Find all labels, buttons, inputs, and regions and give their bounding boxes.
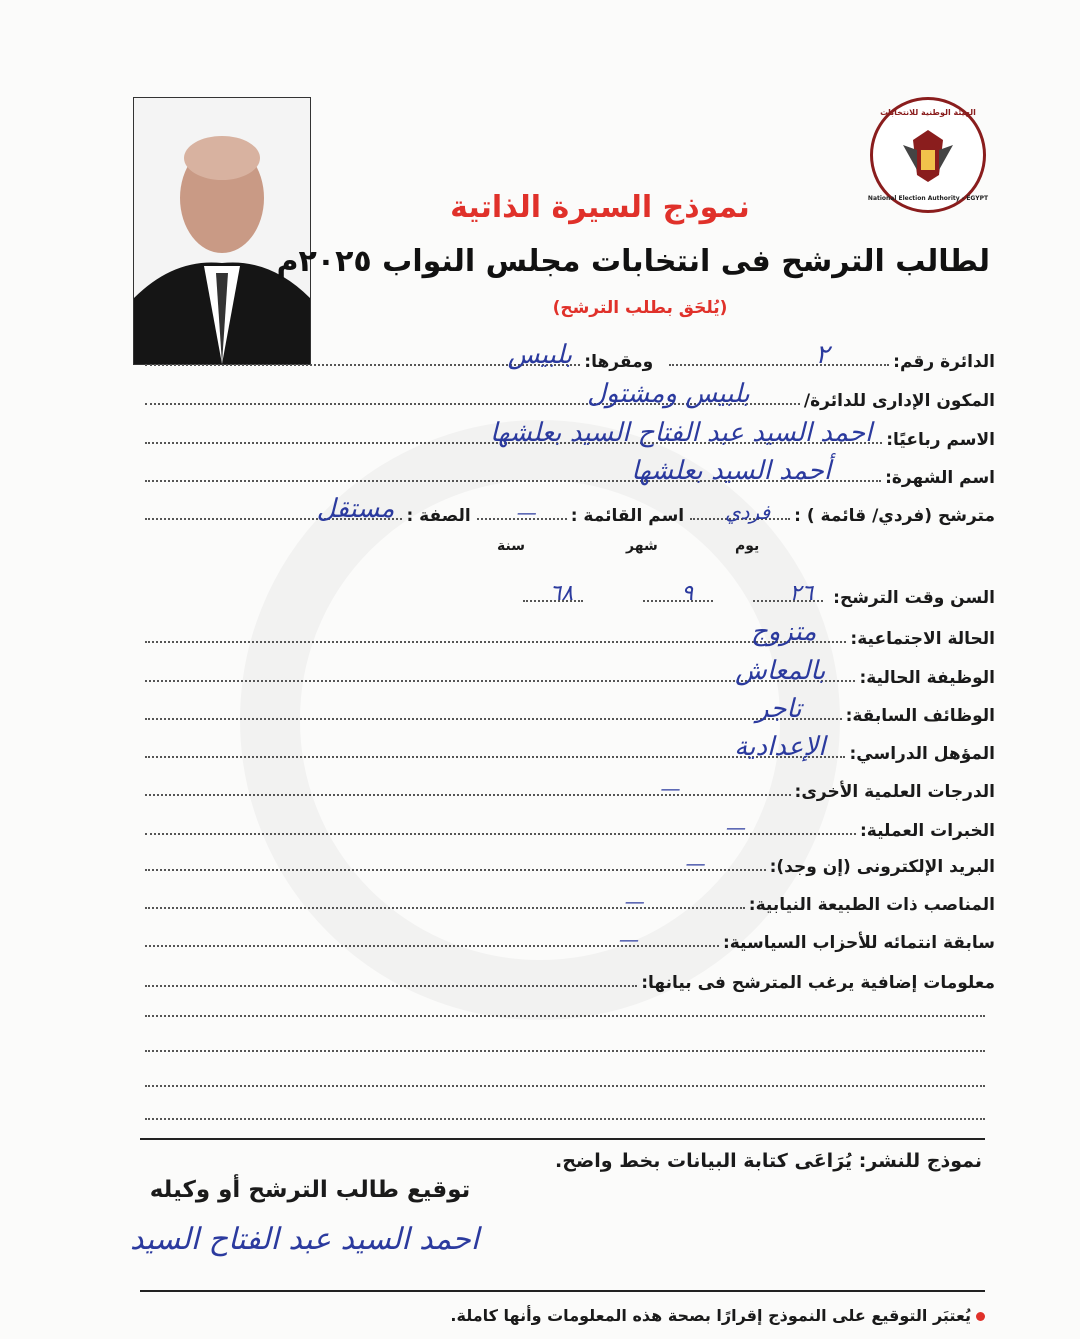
row-parties: سابقة انتمائه للأحزاب السياسية: — [145, 923, 995, 953]
type-field[interactable]: فردي [690, 517, 790, 520]
job-field[interactable]: بالمعاش [145, 679, 855, 682]
age-month-field[interactable]: ٩ [643, 599, 713, 602]
additional-line[interactable] [145, 1085, 985, 1087]
publish-note: نموذج للنشر: يُرَاعَى كتابة البيانات بخط واضح. [555, 1150, 982, 1172]
row-positions: المناصب ذات الطبيعة النيابية: — [145, 885, 995, 915]
additional-field[interactable] [145, 984, 637, 987]
bullet-icon [976, 1312, 985, 1321]
fame-field[interactable]: أحمد السيد بعلشها [145, 479, 881, 482]
row-additional: معلومات إضافية يرغب المترشح فى بيانها: [145, 963, 995, 993]
divider [140, 1290, 985, 1292]
row-fame: اسم الشهرة: أحمد السيد بعلشها [145, 458, 995, 488]
row-experience: الخبرات العملية: — [145, 811, 995, 841]
row-education: المؤهل الدراسي: الإعدادية [145, 734, 995, 764]
education-field[interactable]: الإعدادية [145, 755, 845, 758]
row-prev-job: الوظائف السابقة: تاجر [145, 696, 995, 726]
form-note: (يُلحَق بطلب الترشح) [552, 298, 728, 318]
admin-field[interactable]: بلبيس ومشتول [145, 402, 800, 405]
prev-job-field[interactable]: تاجر [145, 717, 842, 720]
row-age: السن وقت الترشح: ٢٦ ٩ ٦٨ [145, 578, 995, 608]
row-job: الوظيفة الحالية: بالمعاش [145, 658, 995, 688]
divider [140, 1138, 985, 1140]
month-label: شهر [626, 538, 658, 554]
additional-line[interactable] [145, 1050, 985, 1052]
row-admin: المكون الإدارى للدائرة/ بلبيس ومشتول [145, 381, 995, 411]
row-marital: الحالة الاجتماعية: متزوج [145, 619, 995, 649]
candidate-photo [133, 97, 311, 365]
year-label: سنة [497, 538, 525, 554]
row-type: مترشح (فردي/ قائمة ) : فردي اسم القائمة : — الصفة : مستقل [145, 496, 995, 526]
age-day-field[interactable]: ٢٦ [753, 599, 823, 602]
row-district: الدائرة رقم: ٢ ومقرها: بلبيس [145, 342, 995, 372]
marital-field[interactable]: متزوج [145, 640, 846, 643]
signature-title: توقيع طالب الترشح أو وكيله [149, 1177, 471, 1203]
additional-line[interactable] [145, 1118, 985, 1120]
experience-field[interactable]: — [145, 832, 856, 835]
form-title: نموذج السيرة الذاتية [450, 190, 750, 225]
positions-field[interactable]: — [145, 906, 745, 909]
day-label: يوم [735, 538, 760, 554]
seat-field[interactable]: بلبيس [145, 363, 580, 366]
row-name: الاسم رباعيًا: احمد السيد عبد الفتاح السيد بعلشها [145, 420, 995, 450]
form-subtitle: لطالب الترشح فى انتخابات مجلس النواب ٢٠٢٥م [276, 244, 990, 279]
list-field[interactable]: — [477, 517, 567, 520]
age-year-field[interactable]: ٦٨ [523, 599, 583, 602]
name-field[interactable]: احمد السيد عبد الفتاح السيد بعلشها [145, 441, 882, 444]
footer-note: يُعتبَر التوقيع على النموذج إقرارًا بصحة هذه المعلومات وأنها كاملة. [450, 1306, 985, 1325]
signature: احمد السيد عبد الفتاح السيد [130, 1222, 480, 1257]
row-email: البريد الإلكترونى (إن وجد): — [145, 847, 995, 877]
additional-line[interactable] [145, 1015, 985, 1017]
degrees-field[interactable]: — [145, 793, 791, 796]
parties-field[interactable]: — [145, 944, 719, 947]
district-field[interactable]: ٢ [669, 363, 889, 366]
email-field[interactable]: — [145, 868, 766, 871]
row-degrees: الدرجات العلمية الأخرى: — [145, 772, 995, 802]
capacity-field[interactable]: مستقل [145, 517, 402, 520]
nea-logo: الهيئة الوطنية للانتخابات National Election Authority - EGYPT [870, 97, 986, 213]
